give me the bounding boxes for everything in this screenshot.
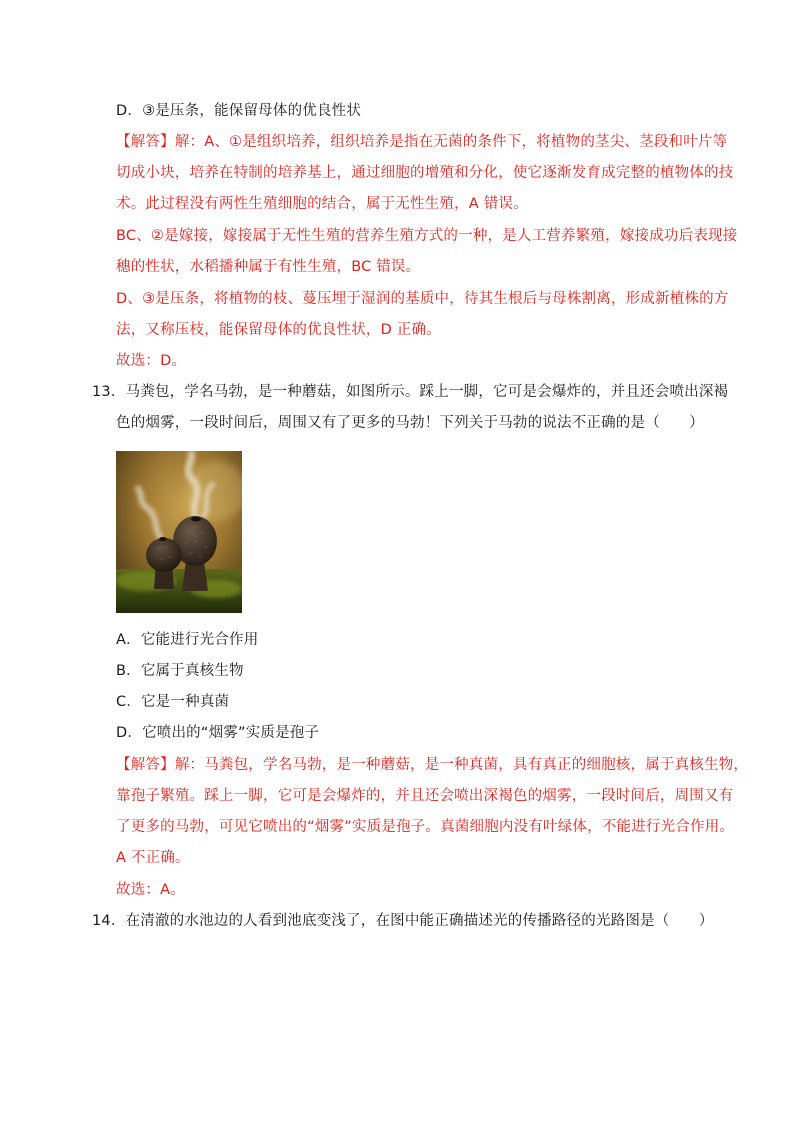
answer-tag: 【解答】 (116, 134, 175, 150)
prev-answer-line-2: 切成小块，培养在特制的培养基上，通过细胞的增殖和分化，使它逐渐发育成完整的植物体的技 (116, 165, 734, 181)
q13-answer-choice: 故选：A。 (116, 882, 185, 898)
q13-answer-text-1: 解：马粪包，学名马勃，是一种蘑菇，是一种真菌，具有真正的细胞核，属于真核生物， (174, 757, 749, 773)
q13-stem-line-2: 色的烟雾，一段时间后，周围又有了更多的马勃！下列关于马勃的说法不正确的是（ ） (116, 415, 704, 431)
q13-answer-line-3: 了更多的马勃，可见它喷出的“烟雾”实质是孢子。真菌细胞内没有叶绿体，不能进行光合作用。 (116, 819, 735, 835)
prev-option-d: D．③是压条，能保留母体的优良性状 (116, 103, 362, 119)
q13-option-c: C．它是一种真菌 (116, 694, 230, 710)
q13-answer-line-2: 靠孢子繁殖。踩上一脚，它可是会爆炸的，并且还会喷出深褐色的烟雾，一段时间后，周围又有 (116, 788, 734, 804)
prev-answer-line-7: 法，又称压枝，能保留母体的优良性状，D 正确。 (116, 322, 441, 338)
prev-answer-line-1 (116, 132, 727, 152)
q14-stem-text-1: 在清澈的水池边的人看到池底变浅了，在图中能正确描述光的传播路径的光路图是（ ） (125, 913, 714, 929)
q14-stem-line-1 (92, 911, 714, 931)
q13-option-d: D．它喷出的“烟雾”实质是孢子 (116, 725, 320, 741)
q13-option-b: B．它属于真核生物 (116, 663, 244, 679)
puffball-photo (116, 451, 242, 613)
q13-answer-line-4: A 不正确。 (116, 850, 190, 866)
prev-answer-text-1: 解：A、①是组织培养，组织培养是指在无菌的条件下，将植物的茎尖、茎段和叶片等 (174, 134, 728, 150)
q13-answer-line-1 (116, 755, 748, 775)
prev-answer-line-6: D、③是压条，将植物的枝、蔓压埋于湿润的基质中，待其生根后与母株割离，形成新植株的方 (116, 291, 729, 307)
prev-answer-line-3: 术。此过程没有两性生殖细胞的结合，属于无性生殖，A 错误。 (116, 196, 528, 212)
puffball-illustration (116, 451, 242, 613)
prev-answer-choice: 故选：D。 (116, 353, 187, 369)
q13-answer-tag: 【解答】 (116, 757, 175, 773)
q13-stem-text-1: 马粪包，学名马勃，是一种蘑菇，如图所示。踩上一脚，它可是会爆炸的，并且还会喷出深褐 (125, 384, 729, 400)
prev-answer-line-5: 穗的性状，水稻播种属于有性生殖，BC 错误。 (116, 259, 421, 275)
prev-answer-line-4: BC、②是嫁接，嫁接属于无性生殖的营养生殖方式的一种，是人工营养繁殖，嫁接成功后表现接 (116, 228, 738, 244)
q13-option-a: A．它能进行光合作用 (116, 632, 259, 648)
q13-stem-line-1 (92, 382, 728, 402)
q13-number: 13． (92, 384, 126, 400)
q14-number: 14． (92, 913, 126, 929)
